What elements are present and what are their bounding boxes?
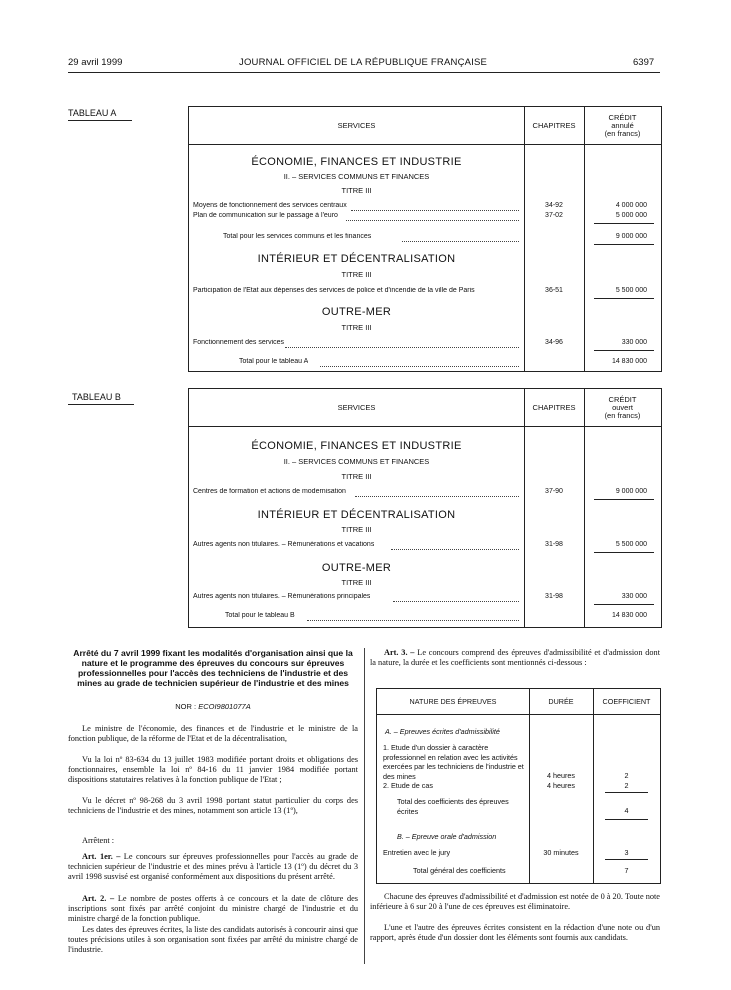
- total-label: Total pour le tableau A: [239, 358, 309, 365]
- section-subtitle: II. – SERVICES COMMUNS ET FINANCES: [283, 172, 430, 181]
- section-a-title: A. – Epreuves écrites d'admissibilité: [385, 727, 500, 736]
- section-title: INTÉRIEUR ET DÉCENTRALISATION: [257, 509, 456, 521]
- titre-label: TITRE III: [341, 472, 372, 481]
- leader-dots: [346, 220, 519, 221]
- tableau-b: [188, 388, 662, 628]
- credit-unit: (en francs): [604, 410, 641, 420]
- row-chapitre: 37-90: [545, 488, 563, 495]
- credit-label: CRÉDIT: [608, 394, 637, 404]
- total-label: Total pour le tableau B: [225, 612, 295, 619]
- coef-header-rule: [377, 714, 660, 715]
- article-3-label: Art. 3. –: [384, 648, 415, 657]
- header-page-number: 6397: [633, 57, 655, 68]
- section-title: ÉCONOMIE, FINANCES ET INDUSTRIE: [251, 156, 462, 168]
- row-chapitre: 37-02: [545, 212, 563, 219]
- leader-dots: [285, 347, 519, 348]
- tableau-b-label: TABLEAU B: [72, 392, 121, 402]
- row-label: Total pour les services communs et les finances: [223, 233, 372, 240]
- row-chapitre: 34-96: [545, 339, 563, 346]
- row-label: Fonctionnement des services: [193, 339, 285, 346]
- sum-rule: [594, 223, 654, 224]
- article-1-label: Art. 1er. –: [82, 852, 121, 861]
- leader-dots: [393, 601, 519, 602]
- tableau-a-label-rule: [68, 120, 132, 121]
- row-label: Participation de l'Etat aux dépenses des services de police et d'incendie de la ville de Paris: [193, 287, 475, 294]
- tableau-a-label: TABLEAU A: [68, 108, 117, 118]
- credit-label: CRÉDIT: [608, 112, 637, 122]
- paragraph-vu-decret: Vu le décret nº 98-268 du 3 avril 1998 portant statut particulier du corps des techniciens de l'industrie et des mines, notamment son article 13 (1º),: [68, 796, 358, 816]
- sum-rule: [594, 499, 654, 500]
- row-chapitre: 34-92: [545, 202, 563, 209]
- col-header-nature: NATURE DES ÉPREUVES: [409, 697, 497, 706]
- sum-rule: [594, 552, 654, 553]
- titre-label: TITRE III: [341, 186, 372, 195]
- total-general-label: Total général des coefficients: [413, 866, 506, 875]
- epreuve-2-coef: 2: [624, 781, 629, 790]
- col-header-chapitres: CHAPITRES: [532, 403, 576, 412]
- tableau-b-label-rule: [68, 404, 134, 405]
- sum-rule: [605, 859, 648, 860]
- row-amount: 5 500 000: [615, 287, 647, 294]
- section-title: OUTRE-MER: [321, 306, 392, 318]
- leader-dots: [351, 210, 519, 211]
- article-1: [68, 852, 358, 883]
- paragraph-vu-loi: Vu la loi nº 83-634 du 13 juillet 1983 modifiée portant droits et obligations des fonctionnaires, ensemble la loi nº 84-16 du 11 janvier 1984 modifiée portant dispositions statutaires relatives à la fonction publique de l'Etat ;: [68, 755, 358, 785]
- row-amount: 9 000 000: [615, 488, 647, 495]
- tableau-b-col-divider: [584, 389, 585, 627]
- article-2: [68, 894, 358, 925]
- sum-rule: [594, 244, 654, 245]
- total-amount: 14 830 000: [611, 612, 647, 619]
- credit-type: ouvert: [612, 402, 633, 412]
- sum-rule: [605, 819, 648, 820]
- arrete-title: Arrêté du 7 avril 1999 fixant les modalités d'organisation ainsi que la nature et le programme des épreuves du concours sur épreuves professionnelles pour l'accès des techniciens de l'industrie et des mines au grade de technicien supérieur de l'industrie et des mines: [73, 648, 353, 688]
- epreuve-1-duree: 4 heures: [547, 771, 575, 780]
- row-amount: 4 000 000: [615, 202, 647, 209]
- credit-type: annulé: [611, 120, 634, 130]
- paragraph-ministers: Le ministre de l'économie, des finances et de l'industrie et le ministre de la fonction publique, de la réforme de l'Etat et de la décentralisation,: [68, 724, 358, 744]
- article-1-text: Le concours sur épreuves professionnelles pour l'accès au grade de technicien supérieur de l'industrie et des mines prévu à l'article 13 (1º) du décret du 3 avril 1998 susvisé est organisé conformément aux dispositions du présent arrêté.: [68, 852, 358, 882]
- section-title: OUTRE-MER: [321, 562, 392, 574]
- total-amount: 14 830 000: [611, 358, 647, 365]
- article-3-text: Le concours comprend des épreuves d'admissibilité et d'admission dont la nature, la durée et les coefficients sont mentionnés ci-dessous :: [370, 648, 661, 668]
- tableau-a-col-divider: [524, 107, 525, 371]
- leader-dots: [320, 366, 519, 367]
- col-header-credit: [584, 109, 661, 142]
- section-b-title: B. – Epreuve orale d'admission: [397, 832, 497, 841]
- row-label: Centres de formation et actions de modernisation: [193, 488, 346, 495]
- col-header-credit: [584, 391, 661, 424]
- row-chapitre: 31-98: [545, 541, 563, 548]
- col-header-services: SERVICES: [337, 403, 376, 412]
- titre-label: TITRE III: [341, 578, 372, 587]
- row-label: Plan de communication sur le passage à l'euro: [193, 212, 338, 219]
- leader-dots: [391, 549, 519, 550]
- paragraph-epreuves-ecrites: L'une et l'autre des épreuves écrites consistent en la rédaction d'une note ou d'un rapport, après étude d'un dossier dont les éléments sont fournis aux candidats.: [370, 923, 660, 943]
- header-date: 29 avril 1999: [68, 57, 123, 68]
- sum-rule: [605, 792, 648, 793]
- nor-line: [68, 702, 358, 712]
- row-amount: 5 500 000: [615, 541, 647, 548]
- paragraph-notation: Chacune des épreuves d'admissibilité et d'admission est notée de 0 à 20. Toute note inférieure à 6 sur 20 à l'une de ces épreuves est éliminatoire.: [370, 892, 660, 912]
- section-subtitle: II. – SERVICES COMMUNS ET FINANCES: [283, 457, 430, 466]
- titre-label: TITRE III: [341, 525, 372, 534]
- header-journal-title: JOURNAL OFFICIEL DE LA RÉPUBLIQUE FRANÇAISE: [239, 57, 488, 68]
- col-header-duree: DURÉE: [548, 697, 574, 706]
- header-rule: [68, 72, 660, 73]
- epreuve-1-coef: 2: [624, 771, 629, 780]
- arretent: Arrêtent :: [82, 836, 115, 845]
- nor-label: NOR :: [175, 702, 197, 711]
- column-rule: [364, 648, 365, 964]
- paragraph-dates: Les dates des épreuves écrites, la liste des candidats autorisés à concourir ainsi que toutes précisions utiles à son organisation sont fixées par arrêté du ministre chargé de l'industrie.: [68, 925, 358, 955]
- row-chapitre: 31-98: [545, 593, 563, 600]
- row-amount: 9 000 000: [615, 233, 647, 240]
- row-amount: 330 000: [621, 339, 647, 346]
- epreuve-3: Entretien avec le jury: [383, 848, 451, 857]
- epreuve-3-coef: 3: [624, 848, 629, 857]
- col-header-chapitres: CHAPITRES: [532, 121, 576, 130]
- epreuve-1: 1. Etude d'un dossier à caractère professionnel en relation avec les activités exercées par les techniciens de l'industrie et des mines: [383, 743, 524, 781]
- section-title: ÉCONOMIE, FINANCES ET INDUSTRIE: [251, 440, 462, 452]
- total-ecrites-label: Total des coefficients des épreuves écrites: [397, 797, 509, 816]
- titre-label: TITRE III: [341, 270, 372, 279]
- col-header-coefficient: COEFFICIENT: [602, 697, 651, 706]
- sum-rule: [594, 350, 654, 351]
- total-general-coef: 7: [624, 866, 629, 875]
- row-amount: 5 000 000: [615, 212, 647, 219]
- nor-code: ECOI9801077A: [198, 702, 251, 711]
- article-2-label: Art. 2. –: [82, 894, 115, 903]
- total-ecrites-coef: 4: [624, 806, 629, 815]
- coefficient-table: [376, 688, 661, 884]
- sum-rule: [594, 298, 654, 299]
- epreuve-2: 2. Etude de cas: [383, 781, 433, 790]
- credit-unit: (en francs): [604, 128, 641, 138]
- row-amount: 330 000: [621, 593, 647, 600]
- row-chapitre: 36-51: [545, 287, 563, 294]
- row-label: Autres agents non titulaires. – Rémunérations principales: [193, 593, 371, 600]
- leader-dots: [307, 620, 519, 621]
- titre-label: TITRE III: [341, 323, 372, 332]
- epreuve-2-duree: 4 heures: [547, 781, 575, 790]
- article-3: [370, 648, 660, 668]
- section-title: INTÉRIEUR ET DÉCENTRALISATION: [257, 253, 456, 265]
- leader-dots: [402, 241, 519, 242]
- article-2-text: Le nombre de postes offerts à ce concours et la date de clôture des inscriptions sont fixés par arrêté conjoint du ministre chargé de l'industrie et du ministre chargé de la fonction publique.: [68, 894, 359, 924]
- epreuve-3-duree: 30 minutes: [543, 848, 579, 857]
- tableau-a: [188, 106, 662, 372]
- row-label: Autres agents non titulaires. – Rémunérations et vacations: [193, 541, 375, 548]
- col-header-services: SERVICES: [337, 121, 376, 130]
- sum-rule: [594, 604, 654, 605]
- row-label: Moyens de fonctionnement des services centraux: [193, 202, 347, 209]
- leader-dots: [355, 496, 519, 497]
